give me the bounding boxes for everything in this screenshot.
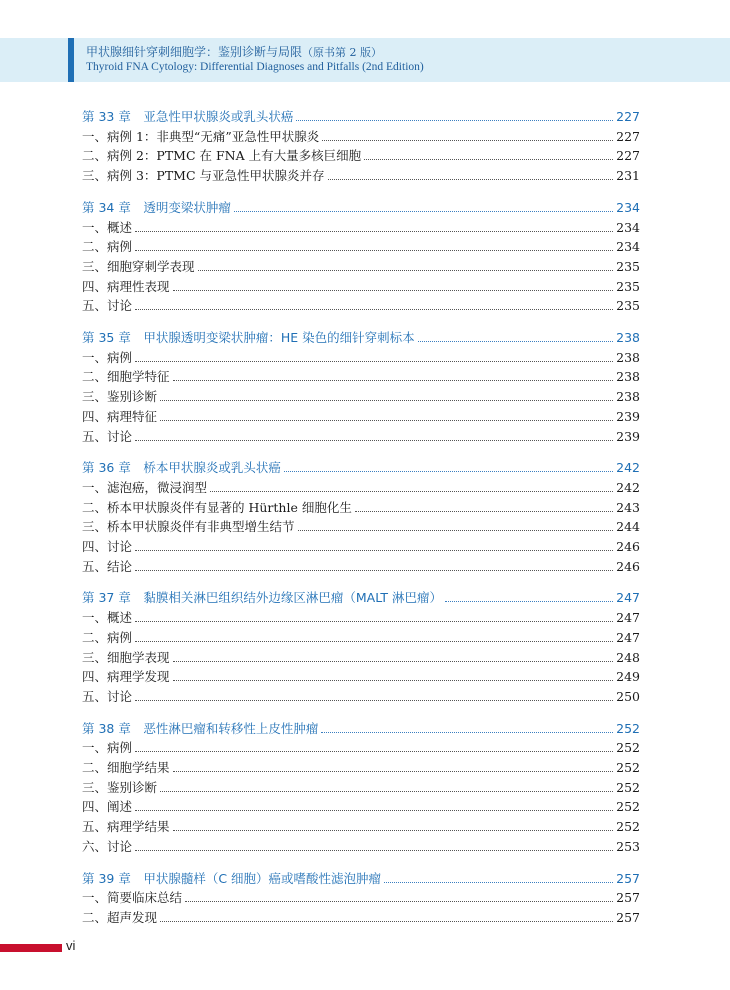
toc-leader-dots (198, 270, 614, 271)
toc-leader-dots (135, 309, 613, 310)
toc-entry-page: 250 (616, 688, 640, 704)
running-header (0, 38, 730, 82)
toc-entry-page: 235 (616, 278, 640, 294)
footer-accent-bar (0, 944, 62, 952)
toc-entry-page: 257 (616, 890, 640, 906)
toc-entry-title: 第 39 章 甲状腺髓样（C 细胞）癌或嗜酸性滤泡肿瘤 (82, 870, 382, 886)
toc-leader-dots (160, 420, 613, 421)
toc-entry-page: 238 (616, 369, 640, 385)
toc-entry-title: 四、阐述 (82, 799, 133, 815)
header-title-cn (86, 43, 382, 60)
toc-leader-dots (160, 400, 613, 401)
toc-leader-dots (135, 641, 613, 642)
toc-entry-page: 238 (616, 349, 640, 365)
toc-leader-dots (135, 810, 613, 811)
toc-entry-page: 248 (616, 649, 640, 665)
toc-section-entry[interactable] (82, 406, 640, 425)
toc-entry-title: 五、病理学结果 (82, 819, 170, 835)
toc-chapter-entry[interactable] (82, 327, 640, 346)
toc-entry-title: 二、细胞学结果 (82, 760, 170, 775)
toc-leader-dots (364, 159, 613, 160)
toc-entry-title: 一、病例 (82, 349, 133, 365)
toc-section-entry[interactable] (82, 536, 640, 555)
toc-section-entry[interactable] (82, 145, 640, 164)
toc-leader-dots (135, 850, 613, 851)
toc-section-entry[interactable] (82, 126, 640, 145)
toc-entry-title: 二、桥本甲状腺炎伴有显著的 Hürthle 细胞化生 (82, 499, 352, 515)
toc-section-entry[interactable] (82, 757, 640, 776)
toc-leader-dots (160, 791, 613, 792)
toc-leader-dots (135, 751, 613, 752)
toc-entry-page: 246 (616, 539, 640, 554)
toc-entry-title: 三、桥本甲状腺炎伴有非典型增生结节 (82, 519, 295, 535)
toc-section-entry[interactable] (82, 907, 640, 926)
toc-section-entry[interactable] (82, 816, 640, 835)
toc-leader-dots (384, 882, 613, 883)
toc-entry-title: 四、病理特征 (82, 408, 158, 424)
toc-entry-title: 第 35 章 甲状腺透明变梁状肿瘤：HE 染色的细针穿刺标本 (82, 330, 415, 345)
toc-entry-page: 252 (616, 720, 640, 736)
toc-entry-page: 239 (616, 408, 640, 424)
toc-leader-dots (173, 830, 614, 831)
toc-entry-title: 四、病理学发现 (82, 669, 170, 685)
toc-entry-title: 一、概述 (82, 219, 133, 235)
toc-entry-page: 227 (616, 148, 640, 164)
toc-leader-dots (185, 901, 613, 902)
toc-entry-title: 一、病例 1：非典型“无痛”亚急性甲状腺炎 (82, 128, 320, 144)
toc-section-entry[interactable] (82, 777, 640, 796)
toc-entry-title: 四、病理性表现 (82, 278, 170, 294)
toc-leader-dots (321, 732, 613, 733)
toc-leader-dots (135, 231, 613, 232)
toc-leader-dots (210, 491, 613, 492)
toc-leader-dots (445, 601, 613, 602)
toc-leader-dots (355, 511, 613, 512)
toc-leader-dots (135, 361, 613, 362)
toc-entry-page: 247 (616, 629, 640, 645)
toc-section-entry[interactable] (82, 607, 640, 626)
toc-entry-title: 一、简要临床总结 (82, 890, 183, 906)
toc-section-entry[interactable] (82, 426, 640, 445)
toc-entry-page: 231 (616, 168, 640, 184)
toc-entry-page: 243 (616, 499, 640, 515)
toc-section-entry[interactable] (82, 836, 640, 855)
toc-chapter-entry[interactable] (82, 197, 640, 216)
toc-chapter-entry[interactable] (82, 457, 640, 476)
toc-entry-title: 五、结论 (82, 558, 133, 574)
toc-section-entry[interactable] (82, 276, 640, 295)
toc-leader-dots (173, 380, 614, 381)
toc-leader-dots (135, 570, 613, 571)
toc-leader-dots (328, 179, 614, 180)
toc-section-entry[interactable] (82, 627, 640, 646)
toc-entry-title: 六、讨论 (82, 838, 133, 854)
toc-entry-page: 235 (616, 258, 640, 274)
toc-entry-title: 五、讨论 (82, 298, 133, 314)
toc-leader-dots (296, 120, 613, 121)
toc-entry-page: 235 (616, 298, 640, 314)
toc-entry-title: 二、细胞学特征 (82, 369, 170, 385)
toc-entry-page: 239 (616, 428, 640, 444)
toc-entry-page: 242 (616, 479, 640, 495)
toc-section-entry[interactable] (82, 556, 640, 575)
toc-entry-title: 一、病例 (82, 740, 133, 756)
toc-entry-page: 234 (616, 199, 640, 215)
toc-section-entry[interactable] (82, 666, 640, 685)
toc-entry-page: 227 (616, 109, 640, 124)
toc-leader-dots (135, 700, 613, 701)
toc-entry-page: 244 (616, 519, 640, 535)
toc-section-entry[interactable] (82, 217, 640, 236)
toc-entry-title: 三、病例 3：PTMC 与亚急性甲状腺炎并存 (82, 168, 325, 184)
toc-entry-page: 227 (616, 128, 640, 144)
toc-entry-title: 五、讨论 (82, 428, 133, 444)
toc-entry-title: 四、讨论 (82, 539, 133, 554)
toc-entry-title: 二、病例 2：PTMC 在 FNA 上有大量多核巨细胞 (82, 148, 362, 164)
toc-section-entry[interactable] (82, 165, 640, 184)
toc-section-entry[interactable] (82, 295, 640, 314)
toc-entry-title: 第 33 章 亚急性甲状腺炎或乳头状癌 (82, 109, 294, 124)
toc-entry-title: 三、鉴别诊断 (82, 389, 158, 405)
toc-section-entry[interactable] (82, 686, 640, 705)
toc-chapter-entry[interactable] (82, 718, 640, 737)
toc-entry-page: 246 (616, 558, 640, 574)
toc-chapter-entry[interactable] (82, 587, 640, 606)
toc-entry-page: 252 (616, 819, 640, 835)
toc-section-entry[interactable] (82, 477, 640, 496)
toc-entry-title: 五、讨论 (82, 688, 133, 704)
toc-entry-page: 238 (616, 330, 640, 345)
toc-section-entry[interactable] (82, 737, 640, 756)
toc-entry-title: 第 34 章 透明变梁状肿瘤 (82, 199, 231, 215)
toc-entry-page: 257 (616, 870, 640, 886)
toc-section-entry[interactable] (82, 497, 640, 516)
toc-entry-title: 第 36 章 桥本甲状腺炎或乳头状癌 (82, 460, 281, 476)
toc-leader-dots (173, 661, 614, 662)
toc-section-entry[interactable] (82, 236, 640, 255)
toc-entry-title: 三、细胞学表现 (82, 649, 170, 665)
toc-leader-dots (418, 341, 614, 342)
toc-entry-page: 257 (616, 909, 640, 925)
header-accent-bar (68, 38, 74, 82)
toc-entry-title: 一、概述 (82, 610, 133, 626)
toc-entry-title: 第 37 章 黏膜相关淋巴组织结外边缘区淋巴瘤（MALT 淋巴瘤） (82, 590, 443, 606)
toc-leader-dots (173, 290, 614, 291)
toc-entry-title: 一、滤泡癌，微浸润型 (82, 479, 208, 495)
toc-leader-dots (284, 471, 613, 472)
toc-entry-page: 252 (616, 740, 640, 756)
toc-chapter-entry[interactable] (82, 868, 640, 887)
toc-entry-page: 247 (616, 610, 640, 626)
toc-section-entry[interactable] (82, 516, 640, 535)
toc-entry-title: 二、病例 (82, 239, 133, 255)
toc-leader-dots (135, 250, 613, 251)
toc-entry-page: 252 (616, 779, 640, 795)
toc-entry-page: 252 (616, 760, 640, 775)
toc-entry-title: 三、鉴别诊断 (82, 779, 158, 795)
toc-section-entry[interactable] (82, 366, 640, 385)
toc-leader-dots (173, 771, 614, 772)
toc-entry-page: 253 (616, 838, 640, 854)
toc-entry-page: 234 (616, 219, 640, 235)
toc-entry-page: 252 (616, 799, 640, 815)
toc-section-entry[interactable] (82, 887, 640, 906)
toc-leader-dots (322, 140, 613, 141)
page-number: vi (66, 938, 76, 953)
toc-entry-title: 三、细胞穿刺学表现 (82, 258, 195, 274)
toc-leader-dots (135, 621, 613, 622)
toc-leader-dots (173, 680, 614, 681)
header-title-en: Thyroid FNA Cytology: Differential Diagnoses and Pitfalls (2nd Edition) (86, 61, 424, 73)
toc-leader-dots (160, 921, 613, 922)
toc-entry-page: 234 (616, 239, 640, 255)
toc-entry-title: 第 38 章 恶性淋巴瘤和转移性上皮性肿瘤 (82, 720, 319, 736)
toc-section-entry[interactable] (82, 256, 640, 275)
toc-section-entry[interactable] (82, 796, 640, 815)
toc-entry-page: 238 (616, 389, 640, 405)
toc-section-entry[interactable] (82, 386, 640, 405)
book-title-cn: 甲状腺细针穿刺细胞学：鉴别诊断与局限 (86, 45, 303, 59)
toc-leader-dots (135, 440, 613, 441)
toc-leader-dots (298, 530, 614, 531)
toc-leader-dots (135, 550, 613, 551)
toc-entry-page: 249 (616, 669, 640, 685)
toc-section-entry[interactable] (82, 347, 640, 366)
toc-entry-title: 二、超声发现 (82, 909, 158, 925)
toc-entry-page: 242 (616, 460, 640, 476)
toc-entry-title: 二、病例 (82, 629, 133, 645)
toc-leader-dots (234, 211, 613, 212)
toc-entry-page: 247 (616, 590, 640, 606)
toc-section-entry[interactable] (82, 647, 640, 666)
toc-chapter-entry[interactable] (82, 106, 640, 125)
book-edition-cn: （原书第 2 版） (302, 46, 383, 59)
